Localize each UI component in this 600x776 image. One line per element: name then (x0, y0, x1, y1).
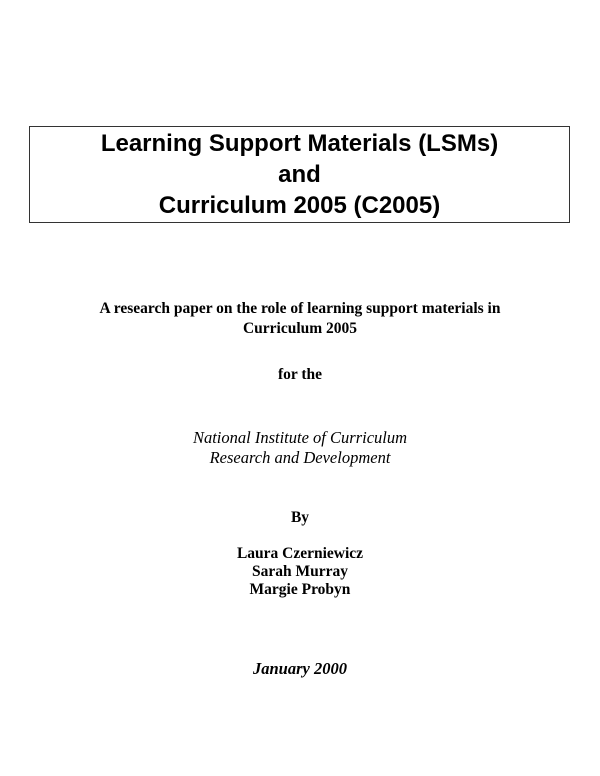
title-box (29, 126, 570, 223)
author-list (0, 545, 600, 599)
institute-name (0, 428, 600, 468)
author-3: Margie Probyn (249, 581, 351, 598)
institute-line-1: National Institute of Curriculum (192, 428, 408, 447)
author-2: Sarah Murray (251, 563, 348, 580)
for-the-text (0, 365, 600, 385)
subtitle-line-2: Curriculum 2005 (242, 320, 358, 337)
title-line-1: Learning Support Materials (LSMs) (100, 130, 499, 157)
by-label: By (290, 509, 310, 526)
author-1: Laura Czerniewicz (236, 545, 364, 562)
title-line-2: and (278, 161, 321, 188)
institute-line-2: Research and Development (209, 448, 391, 467)
publication-date (0, 659, 600, 679)
date-label: January 2000 (253, 659, 347, 678)
subtitle (0, 299, 600, 339)
by-text (0, 508, 600, 528)
title-line-3: Curriculum 2005 (C2005) (158, 192, 441, 219)
subtitle-line-1: A research paper on the role of learning support materials in (99, 300, 501, 317)
for-the-label: for the (277, 366, 323, 383)
